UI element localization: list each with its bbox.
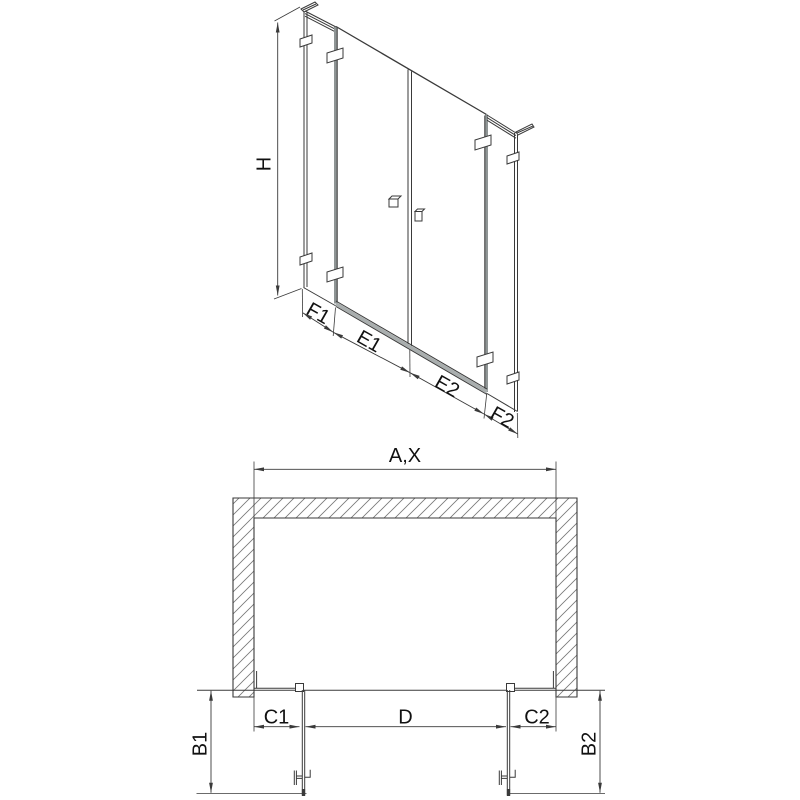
dim-label-ax: A,X (388, 445, 422, 467)
left-wall-bracket (301, 2, 318, 12)
door-hinge-right-bottom (477, 352, 493, 367)
plan-door-left-open (294, 690, 310, 796)
dim-label-b2: B2 (578, 731, 601, 757)
door-meeting-edges (408, 70, 412, 350)
door-knob-left (389, 196, 401, 207)
right-wall-profile (515, 133, 518, 412)
alcove-walls-hatched (233, 498, 577, 697)
wall-clamp-left-top (300, 35, 312, 47)
dim-label-c1: C1 (263, 706, 290, 729)
dim-label-e1: E1 (352, 326, 386, 358)
door-hinge-right-top (475, 135, 491, 150)
door-hinge-left-top (327, 48, 343, 63)
left-wall-profile (304, 9, 307, 288)
dim-label-h: H (253, 156, 276, 172)
dim-label-f1: F1 (302, 298, 334, 330)
front-perspective-view (254, 2, 535, 438)
door-knob-right (415, 209, 425, 221)
wall-clamp-left-bottom (300, 253, 312, 265)
plan-view (190, 445, 606, 796)
dim-label-f2: F2 (486, 402, 518, 434)
dim-opening-chain (254, 694, 556, 732)
plan-door-right-open (499, 690, 515, 796)
left-top-profile (305, 11, 336, 32)
dim-label-b1: B1 (189, 731, 212, 757)
dim-label-e2: E2 (430, 371, 464, 403)
dim-label-d: D (398, 706, 413, 729)
plan-fixed-panels (254, 671, 556, 692)
door-hinge-left-bottom (327, 267, 343, 282)
dim-label-c2: C2 (524, 706, 550, 729)
right-wall-bracket (516, 124, 534, 135)
dim-height (254, 7, 302, 299)
